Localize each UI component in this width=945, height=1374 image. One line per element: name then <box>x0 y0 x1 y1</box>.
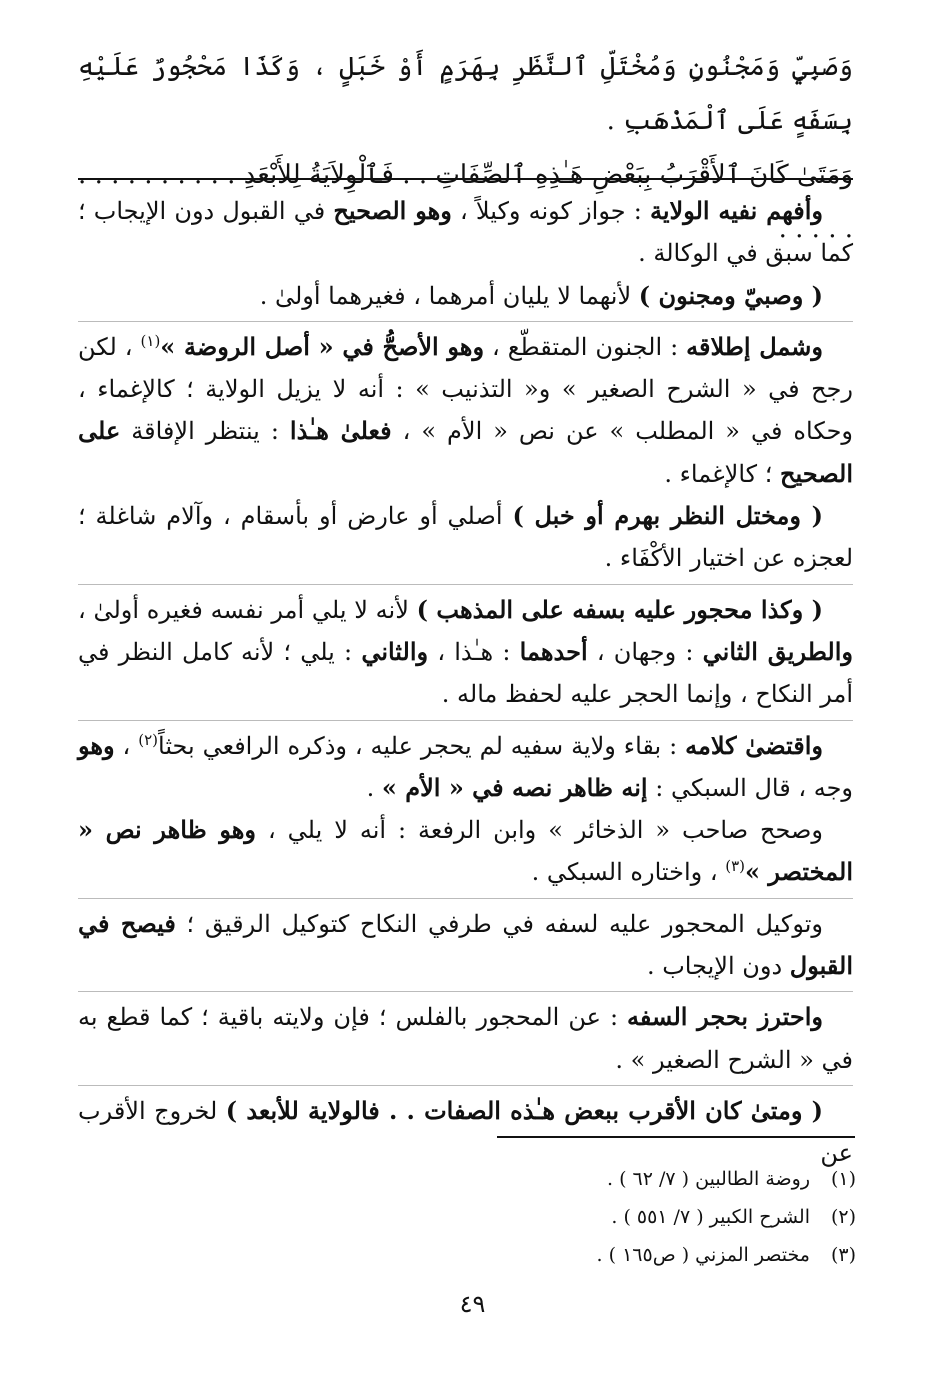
text-run: : بقاء ولاية سفيه لم يحجر عليه ، وذكره الرافعي بحثاً <box>158 731 686 760</box>
text-run: : عن المحجور بالفلس ؛ فإن ولايته باقية ؛ كما قطع به في « الشرح الصغير » . <box>78 1003 853 1074</box>
paragraph-separator <box>78 321 853 322</box>
matn-line: وَصَبِيٍّ وَمَجْنُونٍ وَمُخْتَلِّ ٱلنَّظَرِ بِهَرَمٍ أَوْ خَبَلٍ ، وَكَذَا مَحْجُورٌ عَلَيْهِ بِسَفَهٍ عَلَى ٱلْمَذْهَبِ . <box>78 52 853 136</box>
text-run: ؛ كالإغماء . <box>664 459 780 488</box>
footnote <box>78 1236 856 1274</box>
sharh-paragraph <box>78 996 853 1081</box>
footnote-number: (٣) <box>830 1244 856 1266</box>
footnote-number: (١) <box>830 1168 856 1190</box>
bold-phrase: أحدهما <box>519 636 588 666</box>
text-run: : وجهان ، <box>587 637 703 666</box>
paragraph-separator <box>78 720 853 721</box>
matn-line: وَمَتَىٰ كَانَ ٱلأَقْرَبُ بِبَعْضِ هَـٰذِهِ ٱلصِّفَاتِ . . فَٱلْوِلاَيَةُ لِلأَبْعَدِ . . . . . . . . . . . . . . . <box>78 160 853 244</box>
paragraph-separator <box>78 991 853 992</box>
bold-phrase: ( ومتىٰ كان الأقرب ببعض هـٰذه الصفات . . فالولاية للأبعد ) <box>225 1095 823 1125</box>
matn-divider <box>78 178 853 180</box>
text-run: : ينتظر الإفاقة <box>120 417 290 446</box>
text-run: : جواز كونه وكيلاً ، <box>451 197 650 225</box>
footnote-number: (٢) <box>830 1206 856 1228</box>
page-number: ٤٩ <box>459 1290 486 1318</box>
bold-phrase: على الصحيح <box>78 416 853 488</box>
bold-phrase: إنه ظاهر نصه في « الأم » <box>381 772 648 802</box>
bold-phrase: ( وصبيّ ومجنون ) <box>638 280 823 310</box>
text-run: : هـٰذا ، <box>428 637 520 666</box>
bold-phrase: واحترز بحجر السفه <box>627 1002 823 1032</box>
text-run: لخروج الأقرب عن <box>78 1096 853 1168</box>
footnote-rule <box>497 1136 855 1138</box>
text-run: دون الإيجاب . <box>646 952 790 981</box>
footnote-text: روضة الطالبين ( ٧/ ٦٢ ) . <box>607 1168 810 1190</box>
text-run: ، لكن رجح في « الشرح الصغير » و« التذنيب » : أنه لا يزيل الولاية ؛ كالإغماء ، وحكاه في « المطلب » عن نص « الأم » ، <box>78 332 853 446</box>
bold-phrase: وهو <box>78 730 115 760</box>
sharh-paragraph <box>78 275 853 317</box>
sharh-paragraph <box>78 326 853 495</box>
text-run: ، واختاره السبكي . <box>531 858 726 887</box>
sharh-paragraph <box>78 809 853 894</box>
paragraph-separator <box>78 584 853 585</box>
footnote-ref[interactable]: (٣) <box>725 857 745 876</box>
text-run: وصحح صاحب « الذخائر » وابن الرفعة : أنه لا يلي ، <box>256 816 824 845</box>
text-run: أصلي أو عارض أو بأسقام ، وآلام شاغلة ؛ لعجزه عن اختيار الأكْفَاء . <box>78 502 853 573</box>
sharh-paragraph <box>78 903 853 988</box>
bold-phrase: وهو الصحيح <box>333 196 452 225</box>
footnote-text: مختصر المزني ( ص١٦٥ ) . <box>596 1244 810 1266</box>
sharh-paragraph <box>78 589 853 716</box>
text-run: . <box>366 773 382 802</box>
bold-phrase: وهو ظاهر نص « المختصر » <box>78 815 853 887</box>
paragraph-separator <box>78 898 853 899</box>
bold-phrase: والثاني <box>361 636 429 666</box>
footnote <box>78 1198 856 1236</box>
text-run: : الجنون المتقطّع ، <box>484 332 687 361</box>
bold-phrase: وأفهم نفيه الولاية <box>649 196 823 225</box>
footnote <box>78 1160 856 1198</box>
footnote-ref[interactable]: (٢) <box>138 730 158 749</box>
paragraph-separator <box>78 1085 853 1086</box>
text-run: وتوكيل المحجور عليه لسفه في طرفي النكاح كتوكيل الرقيق ؛ <box>175 909 823 938</box>
text-run: وجه ، قال السبكي : <box>647 773 853 802</box>
footnote-ref[interactable]: (١) <box>140 331 161 350</box>
bold-phrase: واقتضىٰ كلامه <box>685 730 823 760</box>
bold-phrase: فعلىٰ هـٰذا <box>289 416 392 446</box>
text-run: لأنهما لا يليان أمرهما ، فغيرهما أولىٰ . <box>259 281 639 310</box>
bold-phrase: وهو الأصحُّ في « أصل الروضة » <box>160 331 485 361</box>
sharh-paragraph <box>78 190 853 275</box>
sharh-paragraph <box>78 725 853 810</box>
footnotes <box>78 1160 856 1274</box>
bold-phrase: فيصح في القبول <box>78 908 853 981</box>
text-run: ، <box>114 731 139 760</box>
bold-phrase: ( ومختل النظر بهرم أو خبل ) <box>512 501 823 531</box>
sharh-paragraph <box>78 495 853 580</box>
bold-phrase: وشمل إطلاقه <box>686 331 824 361</box>
text-run: : يلي ؛ لأنه كامل النظر في أمر النكاح ، وإنما الحجر عليه لحفظ ماله . <box>78 637 853 709</box>
text-run: في القبول دون الإيجاب ؛ كما سبق في الوكالة . <box>78 197 853 268</box>
footnote-text: الشرح الكبير ( ٧/ ٥٥١ ) . <box>611 1206 810 1228</box>
sharh-commentary <box>78 190 853 1175</box>
bold-phrase: ( وكذا محجور عليه بسفه على المذهب ) <box>416 594 824 624</box>
text-run: لأنه لا يلي أمر نفسه فغيره أولىٰ ، <box>78 595 417 624</box>
bold-phrase: والطريق الثاني <box>702 636 853 666</box>
